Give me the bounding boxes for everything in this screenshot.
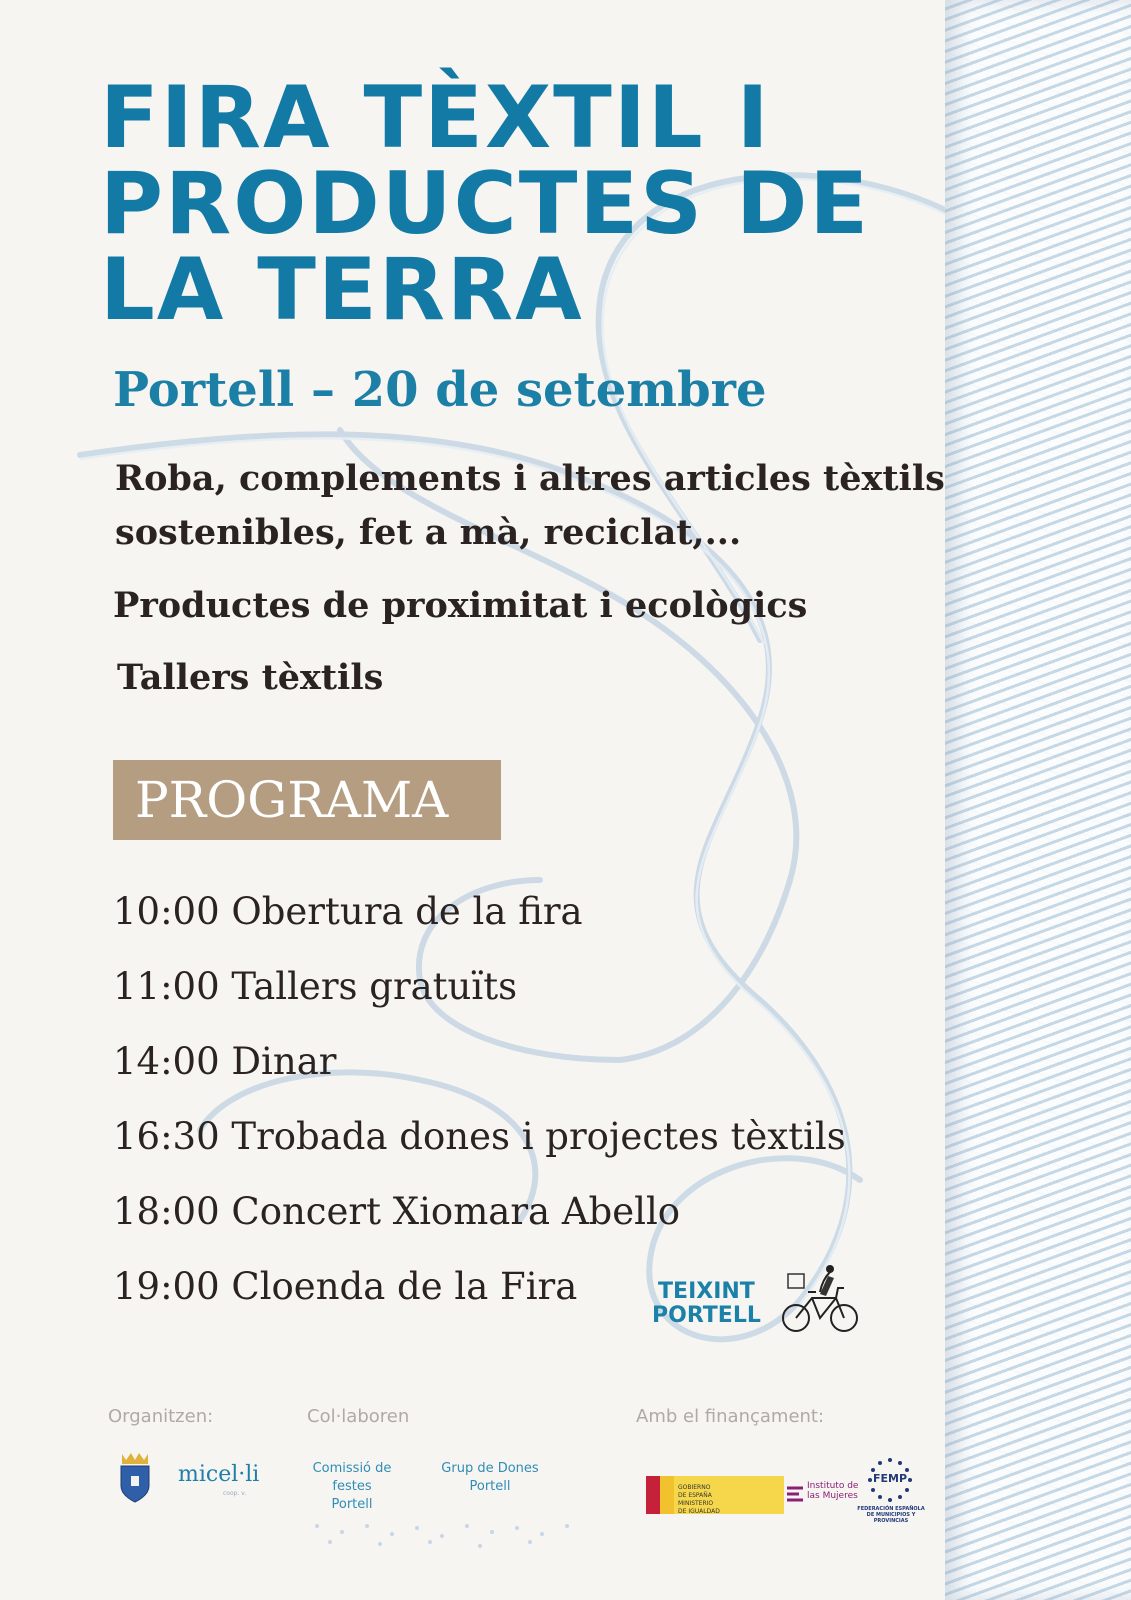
schedule-item: 10:00 Obertura de la fira	[113, 890, 583, 933]
micelli-subtitle: coop. v.	[223, 1490, 247, 1497]
text-line: Grup de Dones	[441, 1461, 539, 1476]
schedule-item: 11:00 Tallers gratuïts	[113, 965, 518, 1008]
event-date-location: Portell – 20 de setembre	[113, 362, 767, 418]
text-line: las Mujeres	[807, 1491, 858, 1501]
text-line: MINISTERIO	[678, 1500, 714, 1507]
feature-line: Tallers tèxtils	[117, 657, 384, 698]
text-line: Comissió de	[312, 1461, 392, 1476]
teixint-portell-logo	[652, 1280, 761, 1328]
title-line: LA TERRA	[100, 240, 584, 340]
instituto-mujeres-text	[807, 1481, 858, 1501]
schedule-item: 19:00 Cloenda de la Fira	[113, 1265, 578, 1308]
title-line: PRODUCTES DE	[100, 154, 871, 254]
title-line: FIRA TÈXTIL I	[100, 68, 771, 168]
gobierno-espana-logo	[646, 1476, 784, 1514]
feature-line: Roba, complements i altres articles tèxtils	[115, 458, 945, 499]
text-line: Portell	[469, 1479, 511, 1494]
logo-line: TEIXINT	[658, 1279, 755, 1304]
feature-line: Productes de proximitat i ecològics	[113, 585, 808, 626]
schedule-item: 16:30 Trobada dones i projectes tèxtils	[113, 1115, 846, 1158]
comissio-festes-text	[312, 1460, 392, 1514]
collaboren-label: Col·laboren	[307, 1406, 410, 1427]
text-line: Instituto de	[807, 1481, 859, 1491]
thread-spool-background	[945, 0, 1131, 1600]
femp-full-name: FEDERACIÓN ESPAÑOLA DE MUNICIPIOS Y PROVINCIAS	[857, 1506, 925, 1524]
micelli-logo: micel·li	[178, 1462, 260, 1487]
gobierno-text	[678, 1484, 720, 1516]
text-line: DE ESPAÑA	[678, 1492, 712, 1499]
programa-badge: PROGRAMA	[113, 760, 501, 840]
feature-item	[115, 452, 945, 560]
text-line: festes	[332, 1479, 372, 1494]
text-line: DE IGUALDAD	[678, 1508, 720, 1515]
instituto-mujeres-icon	[785, 1484, 805, 1504]
flag-stripe	[660, 1476, 674, 1514]
organitzen-label: Organitzen:	[108, 1406, 214, 1427]
logo-line: PORTELL	[652, 1303, 761, 1328]
poster-title	[100, 68, 871, 340]
dotted-decoration	[312, 1520, 582, 1550]
feature-item	[113, 579, 807, 633]
femp-logo-text: FEMP	[872, 1472, 908, 1485]
text-line: Portell	[331, 1497, 373, 1512]
bicycle-icon	[780, 1262, 860, 1334]
financament-label: Amb el finançament:	[636, 1406, 825, 1427]
schedule-item: 18:00 Concert Xiomara Abello	[113, 1190, 681, 1233]
schedule-item: 14:00 Dinar	[113, 1040, 337, 1083]
flag-stripe	[646, 1476, 660, 1514]
portell-coat-of-arms-icon	[118, 1450, 152, 1504]
feature-line: sostenibles, fet a mà, reciclat,...	[115, 512, 742, 553]
grup-dones-text	[440, 1460, 540, 1496]
feature-item	[117, 651, 383, 705]
text-line: GOBIERNO	[678, 1484, 711, 1491]
